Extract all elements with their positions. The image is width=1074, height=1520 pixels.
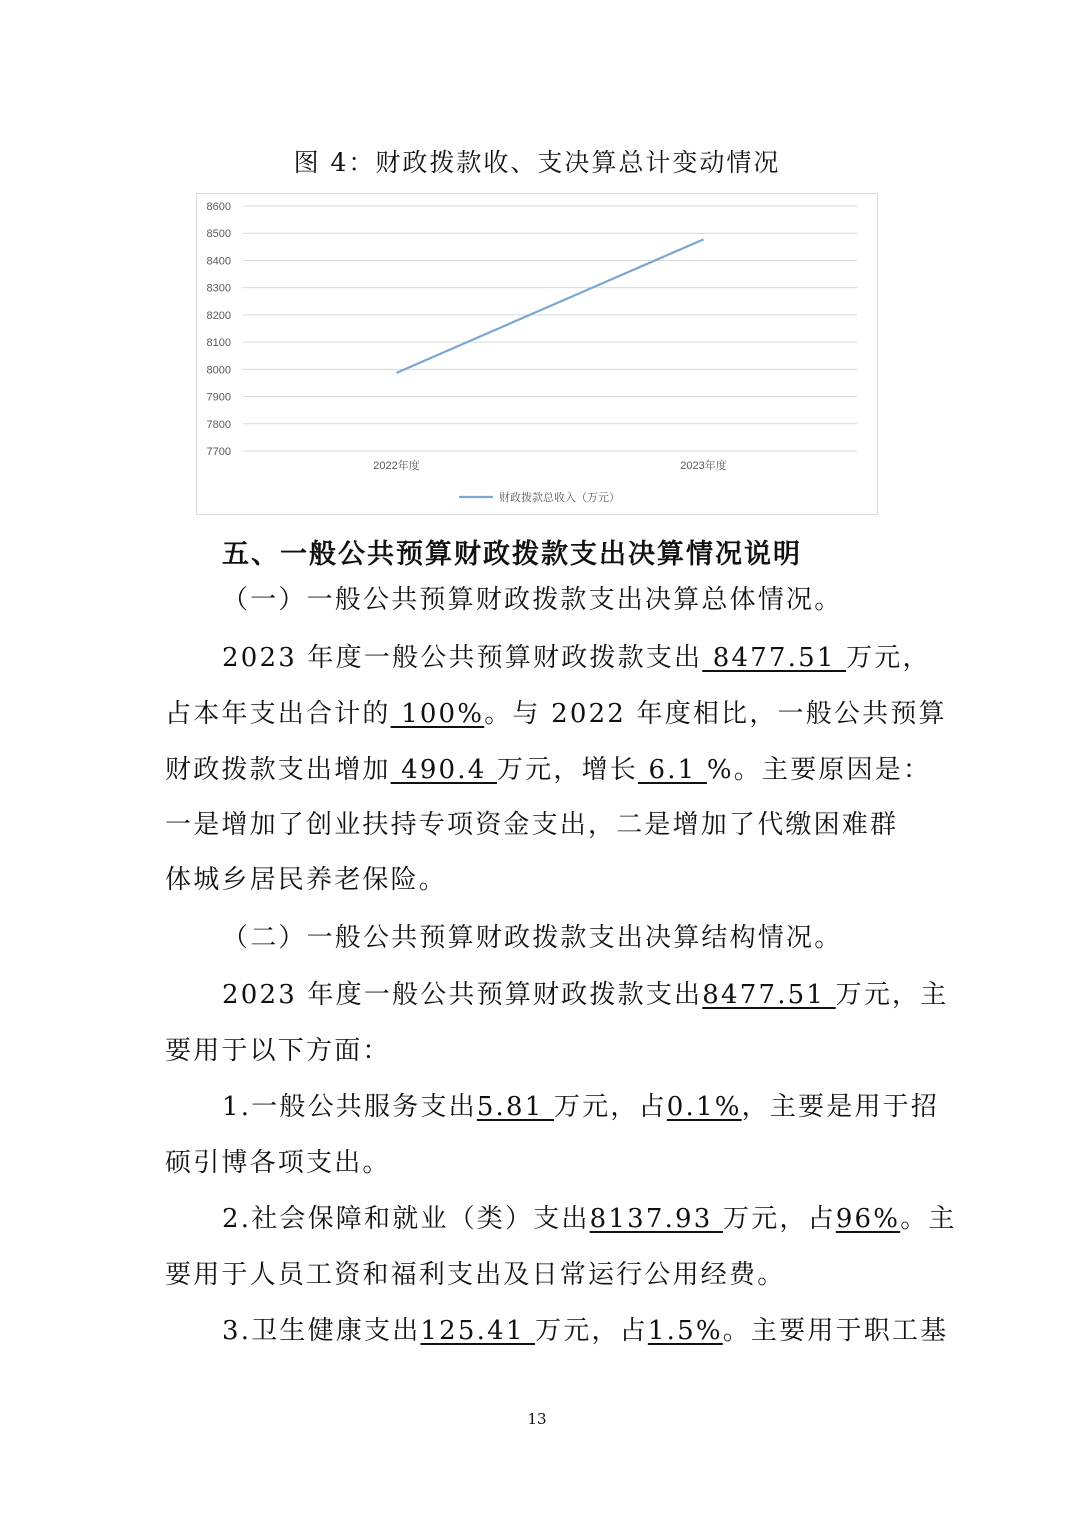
text-span: 万元， bbox=[846, 643, 931, 673]
line-chart bbox=[196, 193, 878, 515]
list-item bbox=[222, 1199, 957, 1239]
text-span: %。主要原因是： bbox=[706, 755, 932, 785]
page-number: 13 bbox=[527, 1410, 547, 1428]
paragraph-line bbox=[165, 750, 932, 790]
paragraph-line bbox=[222, 638, 931, 678]
text-span: 万元，增长 bbox=[496, 755, 638, 785]
paragraph-line: 硕引博各项支出。 bbox=[165, 1148, 391, 1178]
percent-value: 96% bbox=[835, 1204, 901, 1234]
chart-svg bbox=[197, 194, 879, 516]
text-span: 财政拨款支出增加 bbox=[165, 755, 391, 785]
subsection-heading-1: （一）一般公共预算财政拨款支出决算总体情况。 bbox=[222, 585, 843, 615]
legend-label: 财政拨款总收入（万元） bbox=[499, 492, 620, 504]
list-item bbox=[222, 1311, 949, 1351]
list-item bbox=[222, 1087, 940, 1127]
y-tick-label: 7700 bbox=[206, 446, 231, 458]
text-span: 万元，占 bbox=[723, 1204, 836, 1234]
y-tick-label: 8300 bbox=[206, 282, 231, 295]
text-span: ，主要是用于招 bbox=[741, 1092, 940, 1122]
y-tick-label: 7900 bbox=[206, 391, 231, 404]
x-tick-label: 2023年度 bbox=[680, 460, 727, 472]
text-span: 1.一般公共服务支出 bbox=[222, 1092, 477, 1122]
subsection-heading-2: （二）一般公共预算财政拨款支出决算结构情况。 bbox=[222, 923, 843, 953]
amount-value: 8137.93 bbox=[589, 1204, 723, 1234]
amount-value: 8477.51 bbox=[702, 980, 836, 1010]
y-tick-label: 8100 bbox=[206, 337, 231, 350]
amount-value: 8477.51 bbox=[702, 643, 847, 673]
text-span: 万元，主 bbox=[835, 980, 949, 1010]
text-span: 。主要用于职工基 bbox=[722, 1316, 949, 1346]
section-heading: 五、一般公共预算财政拨款支出决算情况说明 bbox=[222, 539, 802, 570]
text-span: 万元，占 bbox=[535, 1316, 648, 1346]
series-line bbox=[397, 239, 704, 372]
text-span: 。与 2022 年度相比，一般公共预算 bbox=[484, 699, 947, 729]
y-tick-label: 8000 bbox=[206, 364, 231, 377]
percent-value: 100% bbox=[390, 699, 485, 729]
paragraph-line bbox=[222, 975, 949, 1015]
amount-value: 125.41 bbox=[420, 1316, 536, 1346]
y-tick-label: 8600 bbox=[206, 201, 231, 213]
paragraph-line: 体城乡居民养老保险。 bbox=[165, 865, 448, 895]
figure-title: 图 4：财政拨款收、支决算总计变动情况 bbox=[293, 148, 781, 177]
increase-value: 490.4 bbox=[390, 755, 497, 785]
text-span: 2023 年度一般公共预算财政拨款支出 bbox=[222, 980, 703, 1010]
text-span: 3.卫生健康支出 bbox=[222, 1316, 421, 1346]
paragraph-line: 要用于以下方面： bbox=[165, 1036, 391, 1066]
paragraph-line: 一是增加了创业扶持专项资金支出，二是增加了代缴困难群 bbox=[165, 810, 899, 840]
percent-value: 0.1% bbox=[666, 1092, 742, 1122]
amount-value: 5.81 bbox=[476, 1092, 554, 1122]
y-tick-label: 7800 bbox=[206, 418, 231, 431]
text-span: 2023 年度一般公共预算财政拨款支出 bbox=[222, 643, 703, 673]
text-span: 。主 bbox=[900, 1204, 957, 1234]
y-tick-label: 8400 bbox=[206, 255, 231, 268]
paragraph-line: 要用于人员工资和福利支出及日常运行公用经费。 bbox=[165, 1260, 786, 1290]
y-tick-label: 8200 bbox=[206, 309, 231, 322]
y-tick-label: 8500 bbox=[206, 228, 231, 241]
paragraph-line bbox=[165, 694, 947, 734]
growth-rate-value: 6.1 bbox=[638, 755, 707, 785]
text-span: 占本年支出合计的 bbox=[165, 699, 391, 729]
text-span: 2.社会保障和就业（类）支出 bbox=[222, 1204, 590, 1234]
percent-value: 1.5% bbox=[647, 1316, 723, 1346]
x-tick-label: 2022年度 bbox=[373, 460, 420, 472]
text-span: 万元，占 bbox=[553, 1092, 667, 1122]
